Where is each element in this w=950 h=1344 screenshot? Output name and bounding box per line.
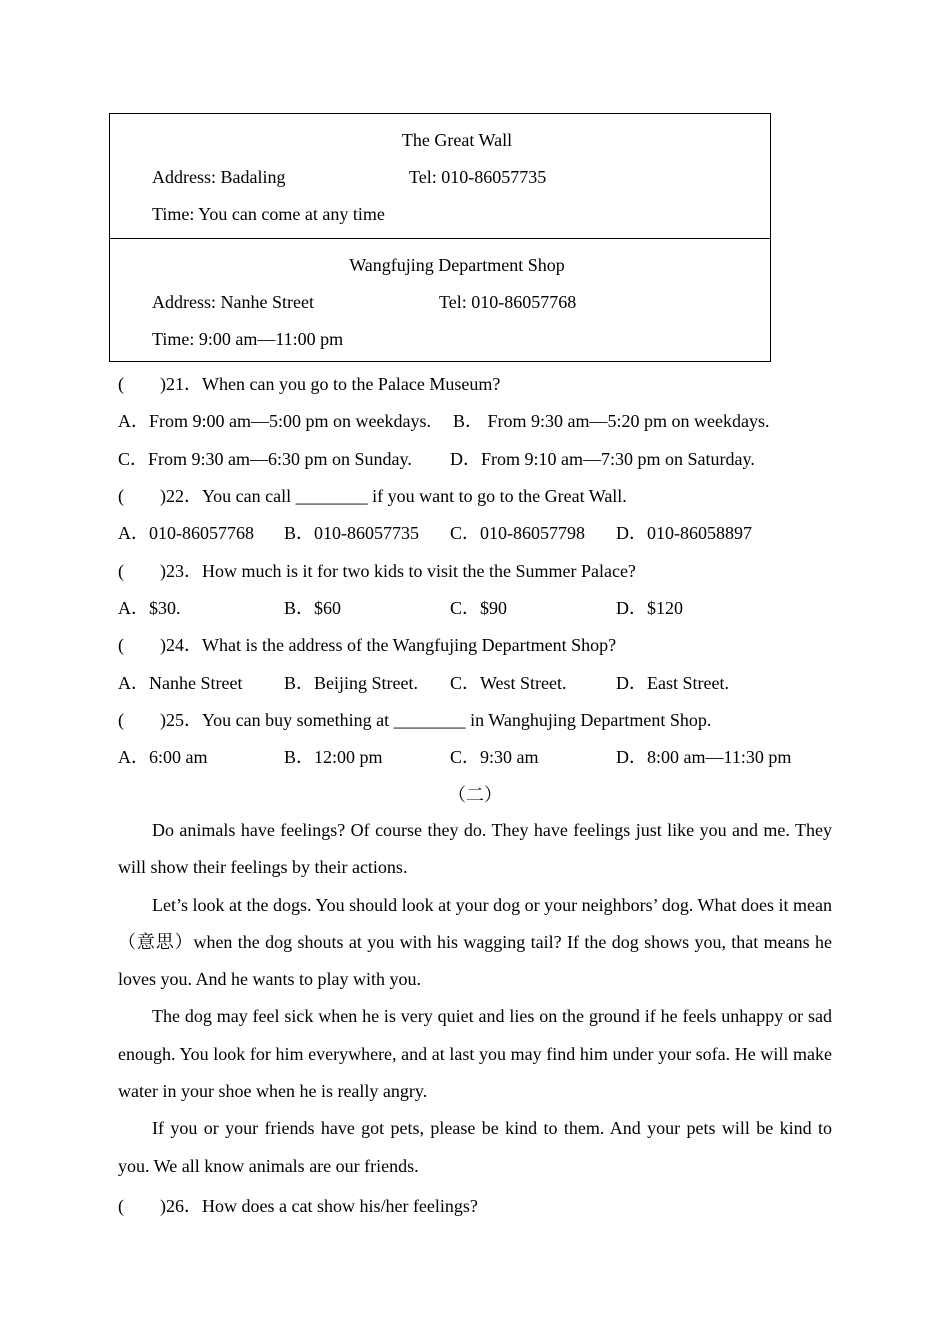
option-23-b: B．$60 [284, 598, 342, 618]
option-24-c: C．West Street. [450, 673, 567, 693]
card-time-wangfujing: Time: 9:00 am—11:00 pm [152, 329, 344, 349]
option-24-b: B．Beijing Street. [284, 673, 418, 693]
question-stem-21: ( )21．When can you go to the Palace Museum? [118, 374, 501, 394]
card-title-great-wall: The Great Wall [401, 130, 513, 150]
option-21-a: A．From 9:00 am—5:00 pm on weekdays. [118, 411, 431, 431]
option-22-b: B．010-86057735 [284, 523, 419, 543]
question-stem-25: ( )25．You can buy something at ________ in Wanghujing Department Shop. [118, 710, 712, 730]
option-25-d: D．8:00 am—11:30 pm [616, 747, 792, 767]
option-21-d: D．From 9:10 am—7:30 pm on Saturday. [450, 449, 755, 469]
option-21-b: B． From 9:30 am—5:20 pm on weekdays. [453, 411, 770, 431]
card-tel-wangfujing: Tel: 010-86057768 [439, 292, 577, 312]
question-stem-24: ( )24．What is the address of the Wangfujing Department Shop? [118, 635, 617, 655]
card-address-great-wall: Address: Badaling [152, 167, 286, 187]
question-stem-26: ( )26．How does a cat show his/her feelings? [118, 1196, 478, 1216]
reading-passage [118, 812, 832, 1185]
passage-paragraph-3: The dog may feel sick when he is very quiet and lies on the ground if he feels unhappy or sad enough. You look for him everywhere, and at last you may find him under your sofa. He will make water in your shoe when he is really angry. [118, 1006, 832, 1102]
option-25-c: C．9:30 am [450, 747, 539, 767]
option-25-b: B．12:00 pm [284, 747, 383, 767]
option-22-d: D．010-86058897 [616, 523, 752, 543]
option-23-d: D．$120 [616, 598, 683, 618]
option-24-a: A．Nanhe Street [118, 673, 243, 693]
option-22-a: A．010-86057768 [118, 523, 254, 543]
option-25-a: A．6:00 am [118, 747, 208, 767]
option-24-d: D．East Street. [616, 673, 729, 693]
question-stem-23: ( )23．How much is it for two kids to visit the the Summer Palace? [118, 561, 636, 581]
section-heading: （二） [448, 785, 502, 805]
card-title-wangfujing: Wangfujing Department Shop [349, 255, 565, 275]
card-time-great-wall: Time: You can come at any time [152, 204, 385, 224]
passage-paragraph-1: Do animals have feelings? Of course they do. They have feelings just like you and me. They will show their feelings by their actions. [118, 820, 832, 878]
card-divider [110, 238, 770, 239]
card-tel-great-wall: Tel: 010-86057735 [409, 167, 547, 187]
question-stem-22: ( )22．You can call ________ if you want to go to the Great Wall. [118, 486, 627, 506]
option-22-c: C．010-86057798 [450, 523, 585, 543]
option-21-c: C．From 9:30 am—6:30 pm on Sunday. [118, 449, 412, 469]
option-23-c: C．$90 [450, 598, 508, 618]
passage-paragraph-4: If you or your friends have got pets, please be kind to them. And your pets will be kind to you. We all know animals are our friends. [118, 1118, 832, 1176]
passage-paragraph-2: Let’s look at the dogs. You should look at your dog or your neighbors’ dog. What does it mean（意思）when the dog shouts at you with his wagging tail? If the dog shows you, that means he loves you. And he wants to play with you. [118, 894, 832, 990]
option-23-a: A．$30. [118, 598, 181, 618]
card-address-wangfujing: Address: Nanhe Street [152, 292, 314, 312]
